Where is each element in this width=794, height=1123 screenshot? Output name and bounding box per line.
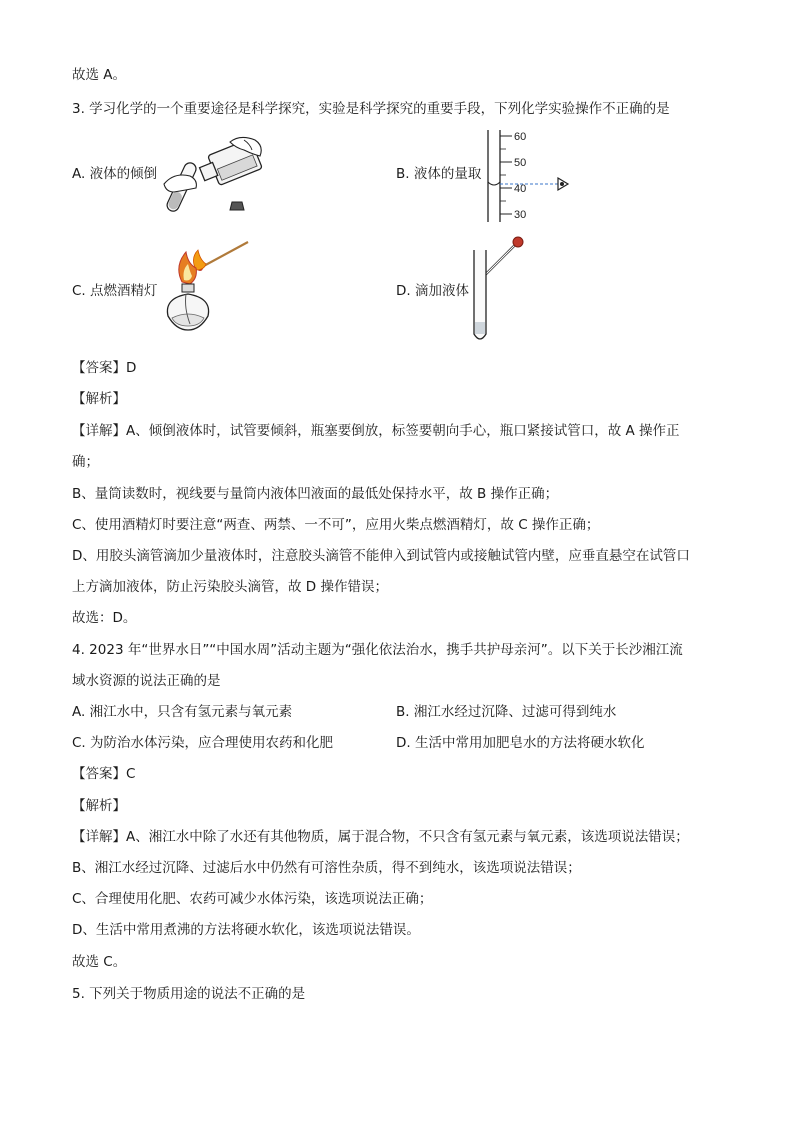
q3-option-c: C. 点燃酒精灯	[72, 283, 158, 299]
q4-analysis-title: 【解析】	[72, 798, 126, 814]
q4-option-a: A. 湘江水中，只含有氢元素与氧元素	[72, 704, 293, 720]
q5-stem: 5. 下列关于物质用途的说法不正确的是	[72, 986, 306, 1002]
q3-option-b: B. 液体的量取	[396, 166, 482, 182]
q3-detail-1b: 确；	[72, 454, 99, 470]
q3-detail-1: 【详解】A、倾倒液体时，试管要倾斜，瓶塞要倒放，标签要朝向手心，瓶口紧接试管口，故 A 操作正	[72, 423, 680, 439]
pouring-liquid-figure	[160, 132, 275, 224]
q4-option-c: C. 为防治水体污染，应合理使用农药和化肥	[72, 735, 334, 751]
q3-detail-4b: 上方滴加液体，防止污染胶头滴管，故 D 操作错误；	[72, 579, 388, 595]
graduated-cylinder-figure	[474, 126, 579, 224]
q3-detail-3: C、使用酒精灯时要注意“两查、两禁、一不可”，应用火柴点燃酒精灯，故 C 操作正确；	[72, 517, 600, 533]
q4-answer: 【答案】C	[72, 766, 136, 782]
q3-conclusion: 故选：D。	[72, 610, 137, 626]
dropper-figure	[470, 234, 530, 346]
q3-option-a: A. 液体的倾倒	[72, 166, 158, 182]
q4-detail-3: C、合理使用化肥、农药可减少水体污染，该选项说法正确；	[72, 891, 433, 907]
q3-stem: 3. 学习化学的一个重要途径是科学探究，实验是科学探究的重要手段，下列化学实验操作不正确的是	[72, 101, 670, 117]
q4-option-b: B. 湘江水经过沉降、过滤可得到纯水	[396, 704, 617, 720]
q3-answer: 【答案】D	[72, 360, 137, 376]
alcohol-lamp-figure	[160, 238, 260, 338]
q3-detail-2: B、量筒读数时，视线要与量筒内液体凹液面的最低处保持水平，故 B 操作正确；	[72, 486, 559, 502]
q4-option-d: D. 生活中常用加肥皂水的方法将硬水软化	[396, 735, 645, 751]
tick-label-50: 50	[514, 157, 527, 169]
q3-option-d: D. 滴加液体	[396, 283, 469, 299]
q4-stem-2: 域水资源的说法正确的是	[72, 673, 221, 689]
q4-detail-4: D、生活中常用煮沸的方法将硬水软化，该选项说法错误。	[72, 922, 420, 938]
q3-analysis-title: 【解析】	[72, 391, 126, 407]
tick-label-60: 60	[514, 131, 527, 143]
q4-conclusion: 故选 C。	[72, 954, 127, 970]
q3-detail-4: D、用胶头滴管滴加少量液体时，注意胶头滴管不能伸入到试管内或接触试管内壁，应垂直悬空在试管口	[72, 548, 690, 564]
q4-stem-1: 4. 2023 年“世界水日”“中国水周”活动主题为“强化依法治水，携手共护母亲河”。以下关于长沙湘江流	[72, 642, 683, 658]
q4-detail-2: B、湘江水经过沉降、过滤后水中仍然有可溶性杂质，得不到纯水，该选项说法错误；	[72, 860, 581, 876]
q4-detail-1: 【详解】A、湘江水中除了水还有其他物质，属于混合物，不只含有氢元素与氧元素，该选项说法错误；	[72, 829, 689, 845]
q2-conclusion: 故选 A。	[72, 67, 127, 83]
tick-label-30: 30	[514, 209, 527, 221]
tick-label-40: 40	[514, 183, 527, 195]
